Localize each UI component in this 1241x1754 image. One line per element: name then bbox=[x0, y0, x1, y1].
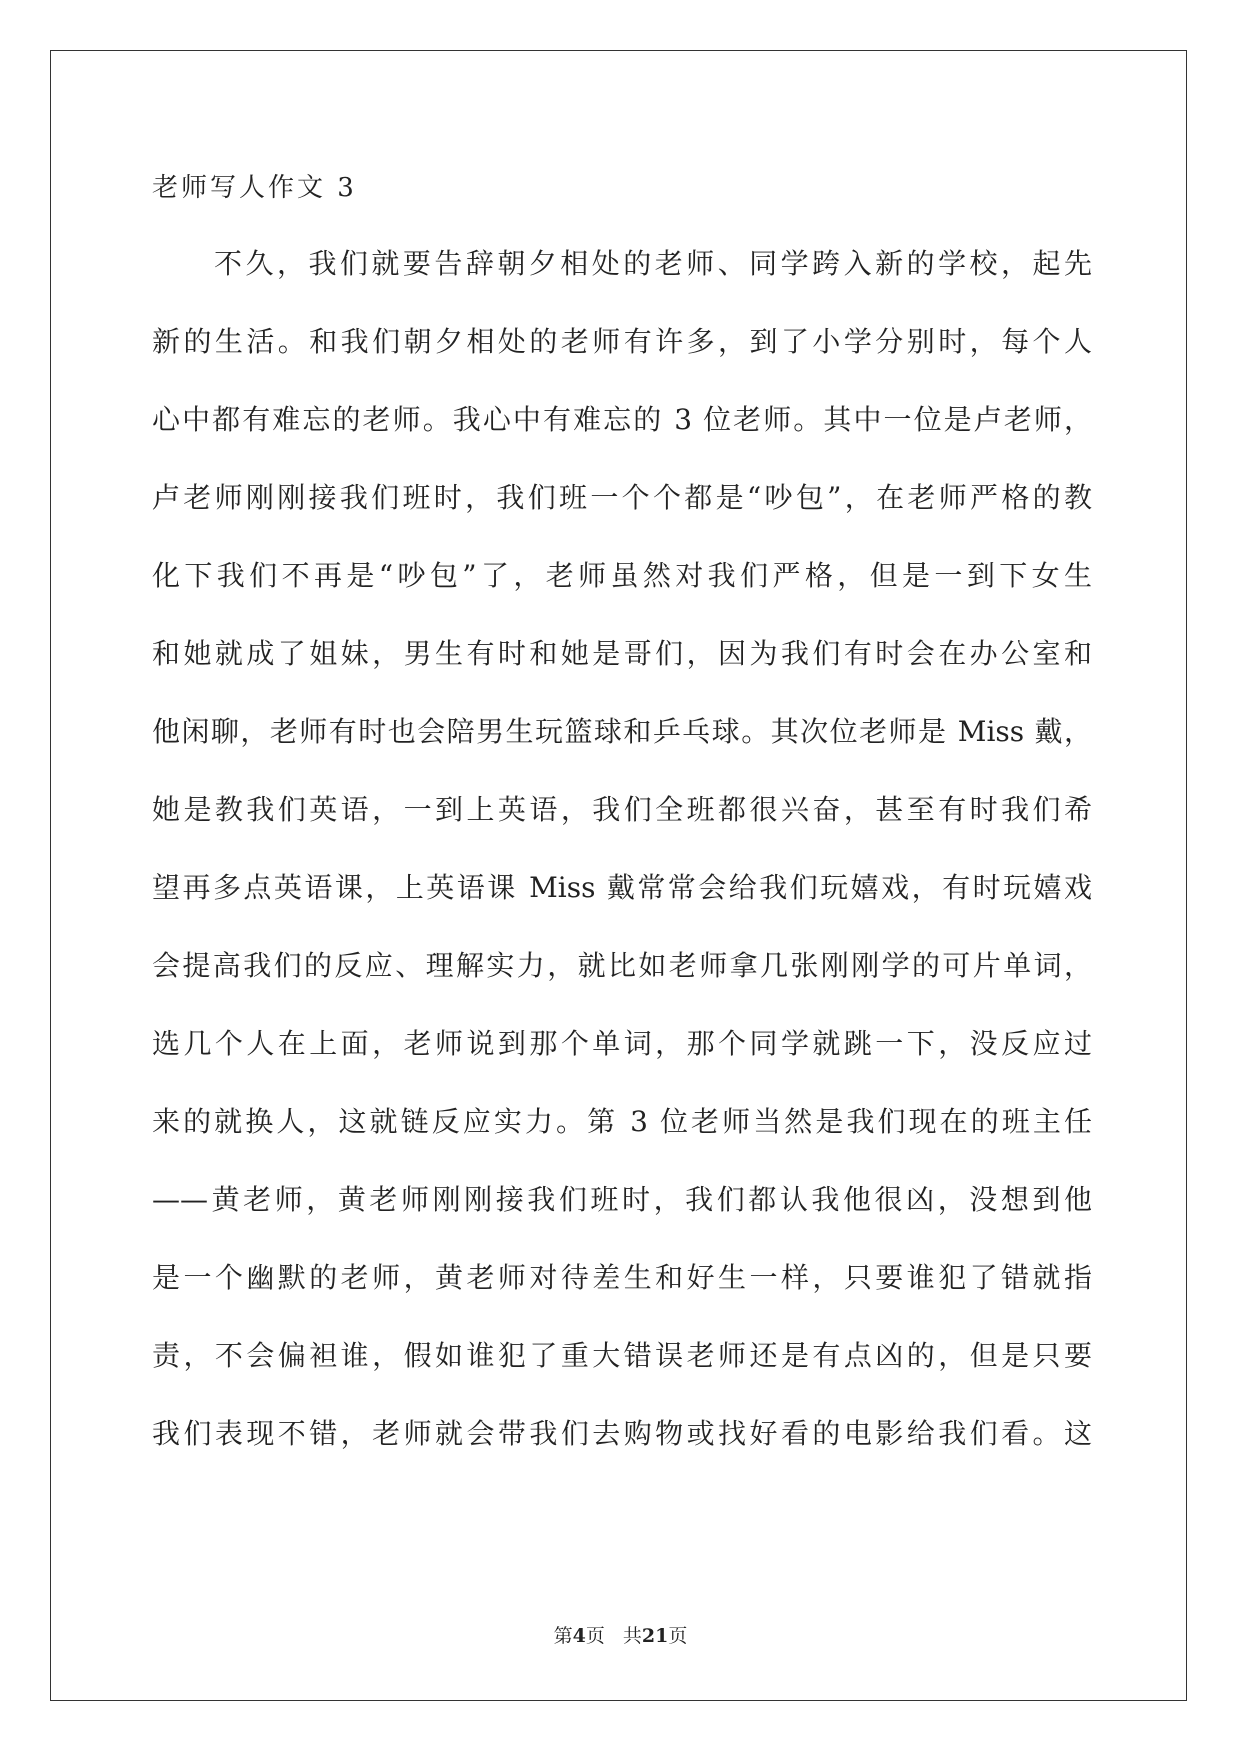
body-line: 和她就成了姐妹，男生有时和她是哥们，因为我们有时会在办公室和 bbox=[152, 637, 1092, 670]
body-line: 望再多点英语课，上英语课 Miss 戴常常会给我们玩嬉戏，有时玩嬉戏 bbox=[152, 871, 1092, 904]
body-line: 来的就换人，这就链反应实力。第 3 位老师当然是我们现在的班主任 bbox=[152, 1105, 1092, 1138]
essay-body bbox=[152, 244, 1092, 1492]
body-line: 他闲聊，老师有时也会陪男生玩篮球和乒乓球。其次位老师是 Miss 戴， bbox=[152, 715, 1092, 748]
body-line: 我们表现不错，老师就会带我们去购物或找好看的电影给我们看。这 bbox=[152, 1417, 1092, 1450]
footer-total-prefix: 共 bbox=[622, 1625, 642, 1647]
total-page-count: 21 bbox=[641, 1625, 669, 1647]
body-line: 不久，我们就要告辞朝夕相处的老师、同学跨入新的学校，起先 bbox=[214, 247, 1092, 280]
body-line: 选几个人在上面，老师说到那个单词，那个同学就跳一下，没反应过 bbox=[152, 1027, 1092, 1060]
body-line: ——黄老师，黄老师刚刚接我们班时，我们都认我他很凶，没想到他 bbox=[152, 1183, 1092, 1216]
footer-prefix: 第 bbox=[553, 1625, 573, 1647]
body-line: 化下我们不再是“吵包”了，老师虽然对我们严格，但是一到下女生 bbox=[152, 559, 1092, 592]
footer-page-unit: 页 bbox=[585, 1625, 605, 1647]
page-footer bbox=[0, 1623, 1241, 1649]
current-page-number: 4 bbox=[572, 1625, 586, 1647]
body-line: 她是教我们英语，一到上英语，我们全班都很兴奋，甚至有时我们希 bbox=[152, 793, 1092, 826]
body-line: 新的生活。和我们朝夕相处的老师有许多，到了小学分别时，每个人 bbox=[152, 325, 1092, 358]
body-line: 会提高我们的反应、理解实力，就比如老师拿几张刚刚学的可片单词， bbox=[152, 949, 1092, 982]
essay-title: 老师写人作文 3 bbox=[152, 173, 357, 203]
body-line: 是一个幽默的老师，黄老师对待差生和好生一样，只要谁犯了错就指 bbox=[152, 1261, 1092, 1294]
body-line: 责，不会偏袒谁，假如谁犯了重大错误老师还是有点凶的，但是只要 bbox=[152, 1339, 1092, 1372]
body-line: 卢老师刚刚接我们班时，我们班一个个都是“吵包”，在老师严格的教 bbox=[152, 481, 1092, 514]
footer-total-unit: 页 bbox=[668, 1625, 688, 1647]
body-line: 心中都有难忘的老师。我心中有难忘的 3 位老师。其中一位是卢老师， bbox=[152, 403, 1092, 436]
